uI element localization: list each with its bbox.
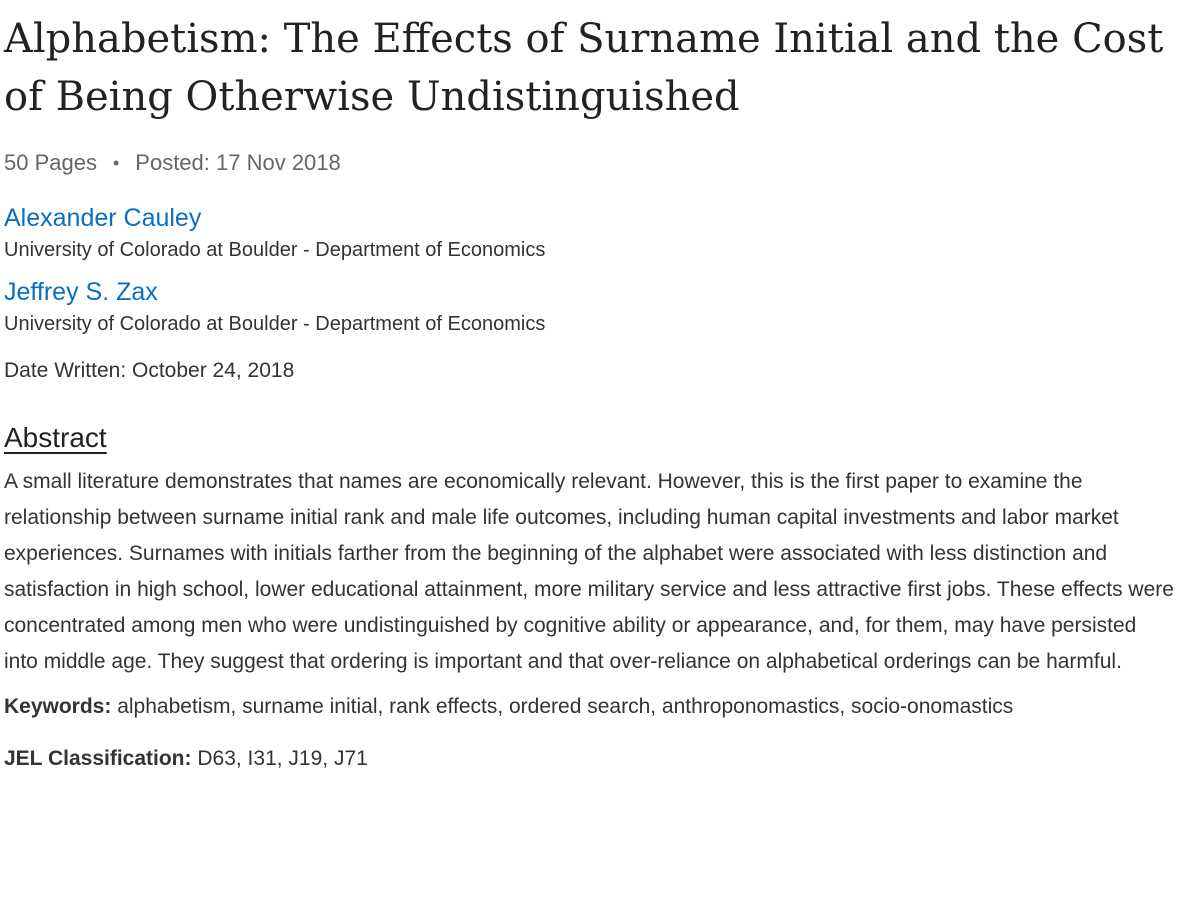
author-block	[4, 202, 1200, 264]
author-block	[4, 276, 1200, 338]
author-affiliation: University of Colorado at Boulder - Department of Economics	[4, 313, 546, 335]
keywords-value: alphabetism, surname initial, rank effects, ordered search, anthroponomastics, socio-onomastics	[117, 695, 1014, 718]
author-affiliation: University of Colorado at Boulder - Department of Economics	[4, 239, 546, 261]
meta-separator: •	[112, 153, 120, 173]
page-count: 50 Pages	[4, 150, 97, 175]
date-written: Date Written: October 24, 2018	[4, 359, 295, 382]
jel-label: JEL Classification:	[4, 747, 192, 770]
paper-meta	[4, 148, 1200, 178]
paper-title: Alphabetism: The Effects of Surname Initial and the Cost of Being Otherwise Undistinguished	[4, 16, 1164, 120]
jel-line	[4, 744, 1200, 774]
abstract-heading: Abstract	[4, 422, 107, 453]
keywords-line	[4, 692, 1200, 722]
author-link-zax[interactable]: Jeffrey S. Zax	[4, 278, 158, 306]
jel-value: D63, I31, J19, J71	[197, 747, 368, 770]
posted-date: Posted: 17 Nov 2018	[135, 150, 341, 175]
author-link-cauley[interactable]: Alexander Cauley	[4, 204, 202, 232]
abstract-text: A small literature demonstrates that names are economically relevant. However, this is the first paper to examine the relationship between surname initial rank and male life outcomes, including human capital investments and labor market experiences. Surnames with initials farther from the beginning of the alphabet were associated with less distinction and satisfaction in high school, lower educational attainment, more military service and less attractive first jobs. These effects were concentrated among men who were undistinguished by cognitive ability or appearance, and, for them, may have persisted into middle age. They suggest that ordering is important and that over-reliance on alphabetical orderings can be harmful.	[4, 470, 1174, 673]
keywords-label: Keywords:	[4, 695, 112, 718]
